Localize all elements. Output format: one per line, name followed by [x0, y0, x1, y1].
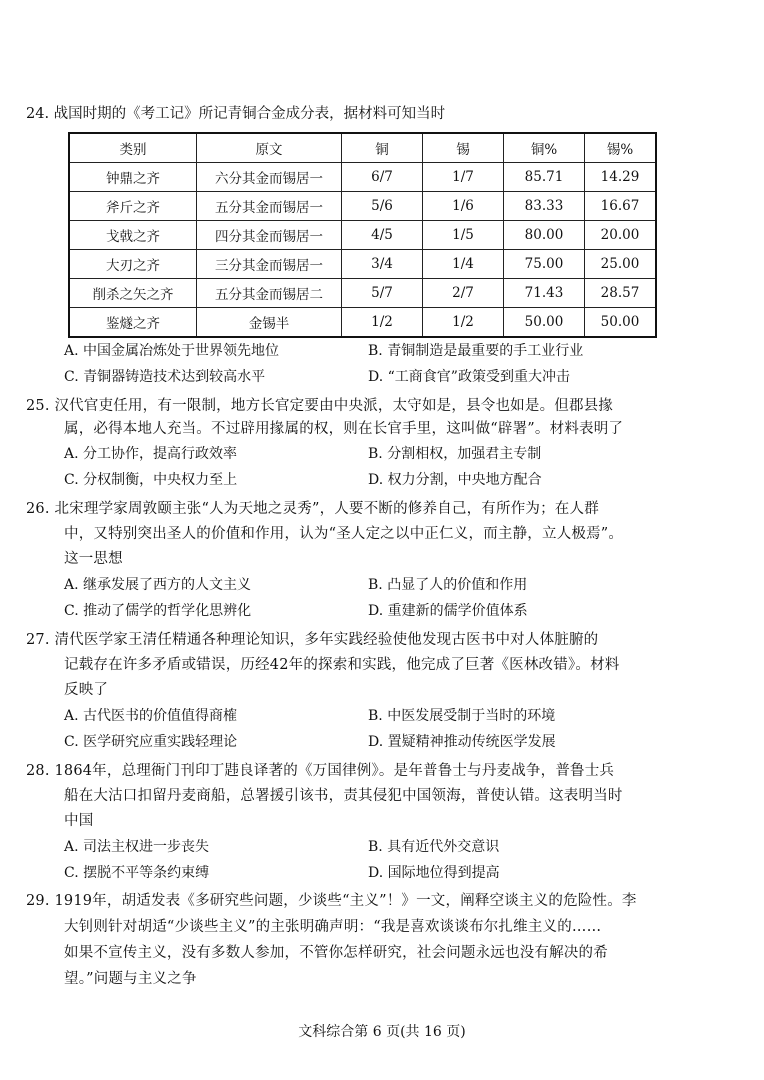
table-cell: 戈戟之齐 [69, 221, 197, 250]
q27-stem-line-1: 27. 清代医学家王清任精通各种理论知识，多年实践经验使他发现古医书中对人体脏腑的 [26, 632, 599, 648]
table-cell: 1/4 [423, 250, 504, 279]
q27-option-c: C. 医学研究应重实践轻理论 [64, 734, 238, 750]
table-cell: 金锡半 [197, 308, 342, 338]
table-cell: 1/2 [342, 308, 423, 338]
q25-option-c: C. 分权制衡，中央权力至上 [64, 472, 238, 488]
q24-option-b: B. 青铜制造是最重要的手工业行业 [368, 343, 584, 359]
q25-option-d: D. 权力分割，中央地方配合 [368, 472, 542, 488]
table-header-row [69, 133, 656, 163]
q29-stem-line-4: 望。”问题与主义之争 [64, 971, 197, 987]
q26-option-b: B. 凸显了人的价值和作用 [368, 577, 528, 593]
q24-option-d: D. “工商食官”政策受到重大冲击 [368, 369, 570, 385]
q25-stem-line-2: 属，必得本地人充当。不过辟用掾属的权，则在长官手里，这叫做“辟署”。材料表明了 [64, 421, 624, 437]
q29-stem-line-3: 如果不宣传主义，没有多数人参加，不管你怎样研究，社会问题永远也没有解决的希 [64, 945, 608, 961]
table-cell: 斧斤之齐 [69, 192, 197, 221]
table-cell: 20.00 [585, 221, 657, 250]
page-footer: 文科综合第 6 页(共 16 页) [298, 1024, 466, 1040]
table-cell: 五分其金而锡居一 [197, 192, 342, 221]
table-cell: 鉴燧之齐 [69, 308, 197, 338]
table-cell: 71.43 [504, 279, 585, 308]
table-cell: 4/5 [342, 221, 423, 250]
header-tin: 锡 [423, 133, 504, 163]
q28-option-c: C. 摆脱不平等条约束缚 [64, 865, 210, 881]
table-cell: 六分其金而锡居一 [197, 163, 342, 192]
q29-stem-line-1: 29. 1919年，胡适发表《多研究些问题，少谈些“主义”！》一文，阐释空谈主义的危险性。李 [26, 893, 637, 909]
q26-option-c: C. 推动了儒学的哲学化思辨化 [64, 603, 252, 619]
table-row [69, 163, 656, 192]
table-row [69, 221, 656, 250]
bronze-alloy-table [68, 132, 657, 338]
table-cell: 14.29 [585, 163, 657, 192]
q24-option-a: A. 中国金属冶炼处于世界领先地位 [64, 343, 280, 359]
table-cell: 85.71 [504, 163, 585, 192]
q27-option-d: D. 置疑精神推动传统医学发展 [368, 734, 556, 750]
table-cell: 1/7 [423, 163, 504, 192]
table-cell: 28.57 [585, 279, 657, 308]
q26-stem-line-3: 这一思想 [64, 551, 123, 567]
table-cell: 25.00 [585, 250, 657, 279]
table-cell: 50.00 [585, 308, 657, 338]
q28-option-a: A. 司法主权进一步丧失 [64, 839, 210, 855]
q26-stem-line-2: 中，又特别突出圣人的价值和作用，认为“圣人定之以中正仁义，而主静，立人极焉”。 [64, 526, 624, 542]
q28-option-b: B. 具有近代外交意识 [368, 839, 500, 855]
q25-option-b: B. 分割相权，加强君主专制 [368, 446, 542, 462]
q25-stem-line-1: 25. 汉代官吏任用，有一限制，地方长官定要由中央派，太守如是，县令也如是。但郡县掾 [26, 398, 614, 414]
table-cell: 钟鼎之齐 [69, 163, 197, 192]
table-cell: 16.67 [585, 192, 657, 221]
table-cell: 1/6 [423, 192, 504, 221]
q28-option-d: D. 国际地位得到提高 [368, 865, 500, 881]
table-cell: 五分其金而锡居二 [197, 279, 342, 308]
header-original: 原文 [197, 133, 342, 163]
table-cell: 四分其金而锡居一 [197, 221, 342, 250]
q26-option-d: D. 重建新的儒学价值体系 [368, 603, 528, 619]
q28-stem-line-1: 28. 1864年，总理衙门刊印丁韪良译著的《万国律例》。是年普鲁士与丹麦战争，普鲁士兵 [26, 763, 615, 779]
table-cell: 5/6 [342, 192, 423, 221]
table-cell: 6/7 [342, 163, 423, 192]
table-cell: 2/7 [423, 279, 504, 308]
table-cell: 3/4 [342, 250, 423, 279]
table-cell: 削杀之矢之齐 [69, 279, 197, 308]
table-cell: 50.00 [504, 308, 585, 338]
table-cell: 1/5 [423, 221, 504, 250]
header-category: 类别 [69, 133, 197, 163]
table-cell: 三分其金而锡居一 [197, 250, 342, 279]
table-cell: 80.00 [504, 221, 585, 250]
header-copper: 铜 [342, 133, 423, 163]
table-row [69, 308, 656, 338]
q26-stem-line-1: 26. 北宋理学家周敦颐主张“人为天地之灵秀”，人要不断的修养自己，有所作为；在人群 [26, 501, 599, 517]
q29-stem-line-2: 大钊则针对胡适“少谈些主义”的主张明确声明：“我是喜欢谈谈布尔扎维主义的…… [64, 919, 602, 935]
table-row [69, 279, 656, 308]
q24-option-c: C. 青铜器铸造技术达到较高水平 [64, 369, 266, 385]
table-row [69, 250, 656, 279]
table-cell: 5/7 [342, 279, 423, 308]
table-row [69, 192, 656, 221]
q27-stem-line-3: 反映了 [64, 682, 109, 698]
q27-option-b: B. 中医发展受制于当时的环境 [368, 708, 556, 724]
header-copper-pct: 铜% [504, 133, 585, 163]
table-cell: 1/2 [423, 308, 504, 338]
q24-stem: 24. 战国时期的《考工记》所记青铜合金成分表，据材料可知当时 [26, 106, 446, 122]
q27-stem-line-2: 记载存在许多矛盾或错误，历经42年的探索和实践，他完成了巨著《医林改错》。材料 [64, 657, 620, 673]
q28-stem-line-2: 船在大沽口扣留丹麦商船，总署援引该书，责其侵犯中国领海，普使认错。这表明当时 [64, 788, 623, 804]
q28-stem-line-3: 中国 [64, 813, 94, 829]
q27-option-a: A. 古代医书的价值值得商榷 [64, 708, 238, 724]
q26-option-a: A. 继承发展了西方的人文主义 [64, 577, 252, 593]
table-cell: 大刃之齐 [69, 250, 197, 279]
header-tin-pct: 锡% [585, 133, 657, 163]
q25-option-a: A. 分工协作，提高行政效率 [64, 446, 238, 462]
table-cell: 83.33 [504, 192, 585, 221]
table-cell: 75.00 [504, 250, 585, 279]
